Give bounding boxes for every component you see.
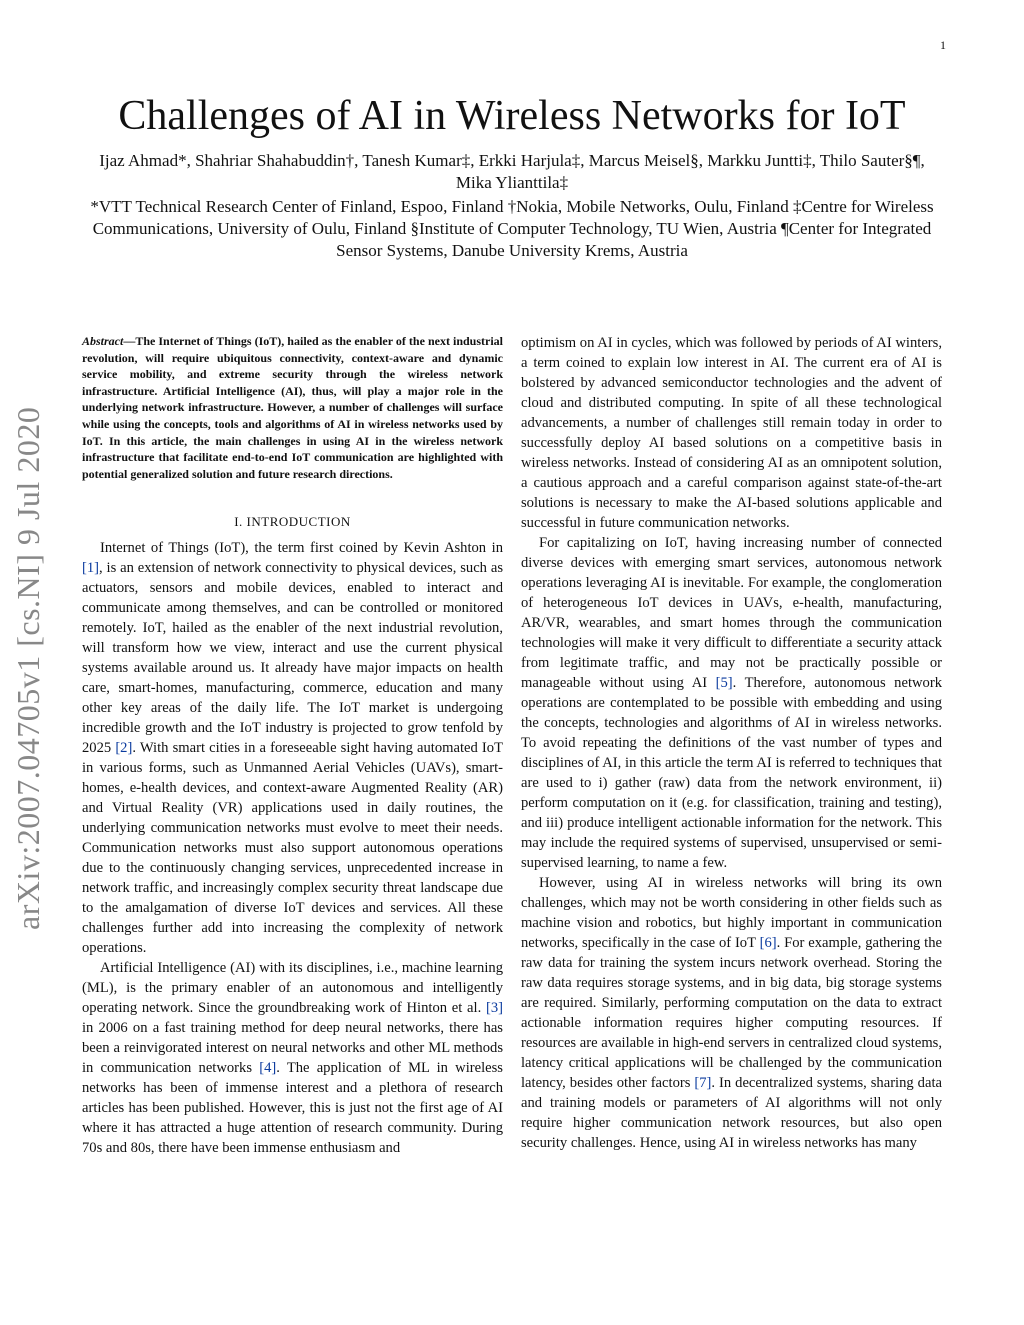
paragraph-text: However, using AI in wireless networks will bring its own challenges, which may not be worth considering in other fields such as machine vision and robotics, but highly important in communication networks, specifically in the case of IoT	[521, 875, 942, 951]
citation-link[interactable]: [3]	[485, 1000, 503, 1017]
paragraph-text: Artificial Intelligence (AI) with its disciplines, i.e., machine learning (ML), is the primary enabler of an autonomous and intelligently operating network. Since the groundbreaking work of Hinton et al.	[82, 960, 503, 1017]
left-body-text	[82, 538, 503, 1158]
abstract	[82, 333, 503, 482]
affiliations: *VTT Technical Research Center of Finland, Espoo, Finland †Nokia, Mobile Networks, Oulu, Finland ‡Centre for Wireless Communications, University of Oulu, Finland §Institute of Computer Technology, TU Wien, Austria ¶Center for Integrated Sensor Systems, Danube University Krems, Austria	[90, 197, 934, 260]
right-body-text	[521, 333, 942, 1153]
paragraph-text: . Therefore, autonomous network operations are contemplated to be possible with embedding and using the concepts, technologies and algorithms of AI in wireless networks. To avoid repeating the definitions of the vast number of types and disciplines of AI, in this article the term AI is referred to techniques that are used to i) gather (raw) data from the network environment, ii) perform computation on it (e.g. for classification, training and testing), and iii) produce intelligent actionable information for the network. This may include the required systems of supervised, unsupervised or semi-supervised learning, to name a few.	[521, 675, 942, 871]
paragraph-text: . In decentralized systems, sharing data and training models or parameters of AI algorithms will not only require higher communication network resources, but also open security challenges. Hence, using AI in wireless networks has many	[521, 1075, 942, 1151]
paragraph	[521, 333, 942, 533]
author-list: Ijaz Ahmad*, Shahriar Shahabuddin†, Tanesh Kumar‡, Erkki Harjula‡, Marcus Meisel§, Markku Juntti‡, Thilo Sauter§¶, Mika Ylianttila‡	[99, 151, 925, 192]
arxiv-identifier: arXiv:2007.04705v1 [cs.NI] 9 Jul 2020	[10, 406, 46, 930]
abstract-text: —The Internet of Things (IoT), hailed as the enabler of the next industrial revolution, will require ubiquitous connectivity, context-aware and dynamic service mobility, and extreme security through the wireless network infrastructure. Artificial Intelligence (AI), thus, will play a major role in the underlying network infrastructure. However, a number of challenges will surface while using the concepts, tools and algorithms of AI in wireless networks used by IoT. In this article, the main challenges in using AI in the wireless network infrastructure that facilitate end-to-end IoT communication are highlighted with potential generalized solution and future research directions.	[82, 334, 503, 481]
page-number: 1	[940, 38, 946, 52]
citation-link[interactable]: [5]	[715, 675, 733, 691]
section-heading-introduction: I. INTRODUCTION	[234, 514, 351, 530]
paragraph-text: . For example, gathering the raw data for training the system incurs network overhead. Storing the raw data requires storage systems, and in big data, big storage systems are required. Similarly, performing computation on the data to extract actionable information requires higher computing resources. If resources are available in high-end servers in centralized cloud systems, latency critical applications will be challenged by the communication latency, besides other factors	[521, 935, 942, 1091]
paragraph-text: optimism on AI in cycles, which was followed by periods of AI winters, a term coined to explain low interest in AI. The current era of AI is bolstered by advanced semiconductor technologies and the advent of cloud and distributed computing. In spite of all these technological advancements, a number of challenges still remain today in order to successfully deploy AI based solutions on a competitive basis in wireless networks. Instead of considering AI as an omnipotent solution, a cautious approach and a careful comparison against state-of-the-art solutions is necessary to make the AI-based solutions applicable and successful in future communication networks.	[521, 335, 942, 531]
paragraph-text: , is an extension of network connectivity to physical devices, such as actuators, sensors and mobile devices, enabled to interact and communicate among themselves, and can be controlled or monitored remotely. IoT, hailed as the enabler of the next industrial revolution, will transform how we view, interact and use the current physical systems available around us. It already have major impacts on health care, smart-homes, manufacturing, commerce, education and many other key areas of the daily life. The IoT market is undergoing incredible growth and the IoT industry is projected to grow tenfold by 2025	[82, 560, 503, 757]
citation-link[interactable]: [7]	[694, 1075, 712, 1091]
paragraph	[521, 533, 942, 873]
paragraph-text: For capitalizing on IoT, having increasing number of connected diverse devices with emerging smart services, autonomous network operations leveraging AI is inevitable. For example, the conglomeration of heterogeneous IoT devices in UAVs, e-health, manufacturing, AR/VR, wearables, and smart homes through the communication technologies will make it very difficult to differentiate a security attack from legitimate traffic, and may not be practically possible or manageable without using AI	[521, 535, 942, 691]
left-column	[82, 333, 503, 1158]
paragraph-text: in 2006 on a fast training method for deep neural networks, there has been a reinvigorated interest on neural networks and other ML methods in communication networks	[82, 1020, 503, 1077]
citation-link[interactable]: [2]	[115, 740, 133, 757]
right-column	[521, 333, 942, 1153]
paragraph	[82, 958, 503, 1158]
paper-title: Challenges of AI in Wireless Networks for IoT	[118, 93, 906, 139]
citation-link[interactable]: [4]	[259, 1060, 277, 1077]
paragraph-text: . With smart cities in a foreseeable sight having automated IoT in various forms, such as Unmanned Aerial Vehicles (UAVs), smart-homes, e-health devices, and context-aware Augmented Reality (AR) and Virtual Reality (VR) applications used in daily routines, the underlying communication networks must evolve to meet their needs. Communication networks must also support autonomous operations due to the continuously changing services, unprecedented increase in network traffic, and increasingly complex security threat landscape due to the amalgamation of diverse IoT devices and services. All these challenges further add into increasing the complexity of network operations.	[82, 740, 503, 957]
citation-link[interactable]: [6]	[759, 935, 777, 951]
paragraph-text: Internet of Things (IoT), the term first coined by Kevin Ashton in	[100, 540, 503, 557]
paragraph	[521, 873, 942, 1153]
paragraph-text: . The application of ML in wireless networks has been of immense interest and a plethora of research articles has been published. However, this is just not the first age of AI where it has attracted a huge attention of research community. During 70s and 80s, there have been immense enthusiasm and	[82, 1060, 503, 1157]
citation-link[interactable]: [1]	[82, 560, 100, 577]
paragraph	[82, 538, 503, 958]
abstract-label: Abstract	[82, 334, 124, 348]
